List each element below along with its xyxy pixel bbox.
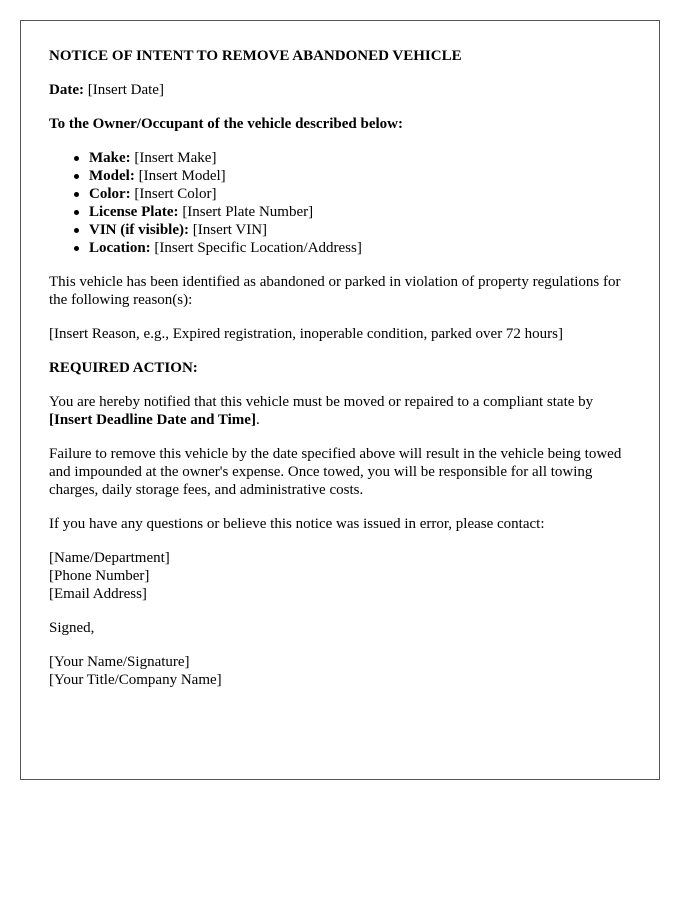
- signature-block: [49, 653, 639, 689]
- vehicle-detail-model: [89, 167, 639, 185]
- deadline-suffix: .: [255, 412, 260, 428]
- vehicle-detail-vin: [89, 221, 639, 239]
- vehicle-detail-location: [89, 239, 639, 257]
- contact-name: [Name/Department]: [49, 550, 170, 566]
- reason-intro: This vehicle has been identified as abandoned or parked in violation of property regulations for the following reason(s):: [49, 274, 621, 308]
- detail-label: Make:: [89, 150, 131, 166]
- detail-value: [Insert VIN]: [192, 222, 268, 238]
- detail-label: License Plate:: [89, 204, 179, 220]
- detail-value: [Insert Plate Number]: [182, 204, 314, 220]
- contact-intro: If you have any questions or believe this notice was issued in error, please contact:: [49, 516, 545, 532]
- consequence-paragraph: Failure to remove this vehicle by the date specified above will result in the vehicle being towed and impounded at the owner's expense. Once towed, you will be responsible for all towing charges, daily storage fees, and administrative costs.: [49, 446, 622, 498]
- detail-value: [Insert Specific Location/Address]: [154, 240, 362, 256]
- signature-title: [Your Title/Company Name]: [49, 672, 222, 688]
- required-action-heading: REQUIRED ACTION:: [49, 360, 198, 376]
- vehicle-detail-license-plate: [89, 203, 639, 221]
- date-label: Date:: [49, 82, 84, 98]
- contact-email: [Email Address]: [49, 586, 147, 602]
- contact-phone: [Phone Number]: [49, 568, 150, 584]
- required-action-text: [49, 393, 639, 429]
- notice-page: [20, 20, 660, 780]
- deadline-placeholder: [Insert Deadline Date and Time]: [49, 412, 256, 428]
- detail-value: [Insert Model]: [138, 168, 226, 184]
- date-line: [49, 81, 639, 99]
- signed-label: Signed,: [49, 620, 95, 636]
- detail-value: [Insert Make]: [134, 150, 217, 166]
- vehicle-detail-color: [89, 185, 639, 203]
- reason-placeholder: [Insert Reason, e.g., Expired registration, inoperable condition, parked over 72 hours]: [49, 326, 564, 342]
- addressee-line: To the Owner/Occupant of the vehicle described below:: [49, 116, 404, 132]
- notice-content: [49, 47, 639, 689]
- date-value: [Insert Date]: [87, 82, 164, 98]
- detail-label: Color:: [89, 186, 131, 202]
- detail-label: VIN (if visible):: [89, 222, 189, 238]
- detail-value: [Insert Color]: [134, 186, 217, 202]
- vehicle-detail-make: [89, 149, 639, 167]
- vehicle-details-list: [49, 149, 639, 257]
- detail-label: Model:: [89, 168, 135, 184]
- required-text: You are hereby notified that this vehicle must be moved or repaired to a compliant state by: [49, 394, 594, 410]
- contact-block: [49, 549, 639, 603]
- signature-name: [Your Name/Signature]: [49, 654, 190, 670]
- notice-title: NOTICE OF INTENT TO REMOVE ABANDONED VEHICLE: [49, 48, 462, 64]
- detail-label: Location:: [89, 240, 151, 256]
